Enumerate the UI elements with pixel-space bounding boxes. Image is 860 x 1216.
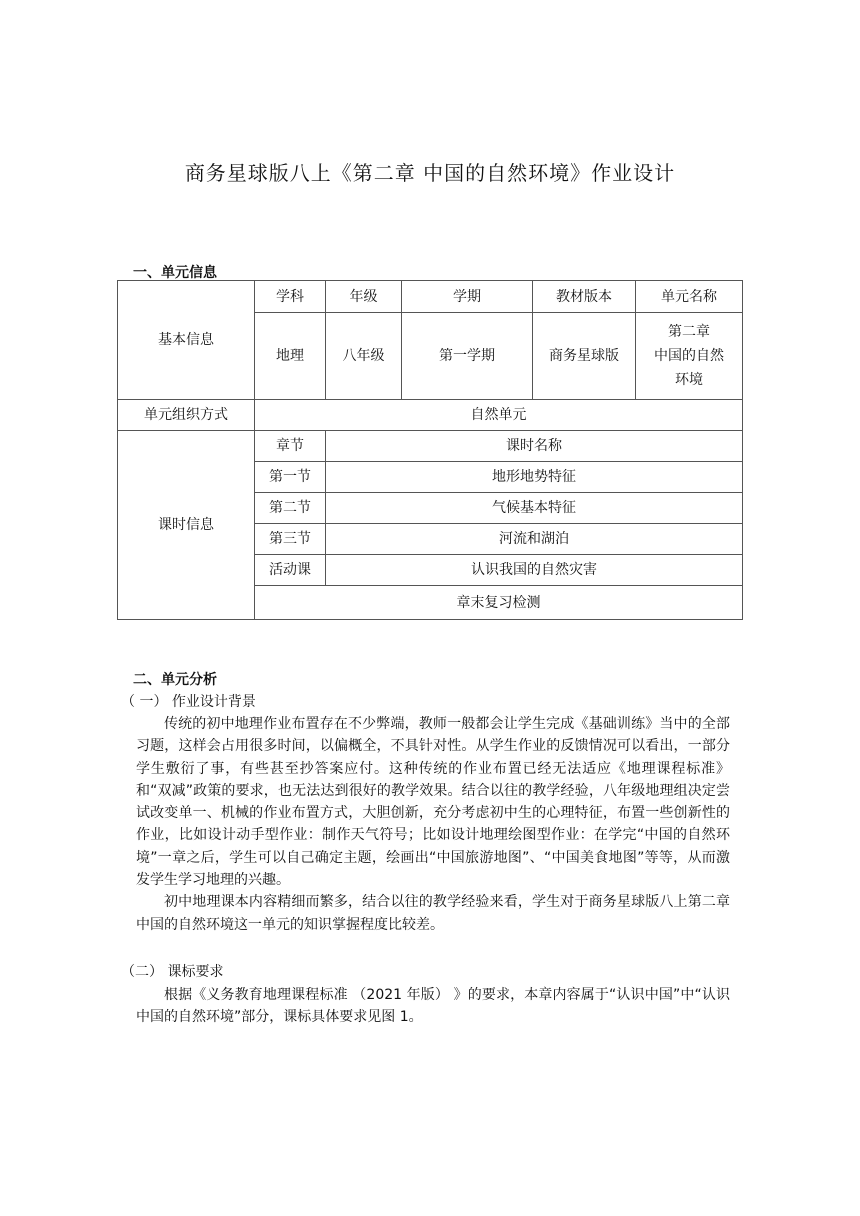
section-heading-unit-info: 一、单元信息 xyxy=(133,265,217,281)
lesson-header-name: 课时名称 xyxy=(326,431,743,462)
header-unit-name: 单元名称 xyxy=(636,281,743,313)
page-title: 商务星球版八上《第二章 中国的自然环境》作业设计 xyxy=(184,161,676,185)
section-heading-unit-analysis: 二、单元分析 xyxy=(133,672,217,688)
lesson-section: 第一节 xyxy=(255,462,326,493)
value-edition: 商务星球版 xyxy=(533,313,636,400)
header-subject: 学科 xyxy=(255,281,326,313)
header-term: 学期 xyxy=(402,281,533,313)
basic-info-label: 基本信息 xyxy=(118,281,255,400)
subheading-curriculum: （二） 课标要求 xyxy=(121,964,224,980)
org-label: 单元组织方式 xyxy=(118,400,255,431)
subheading-background: （ 一） 作业设计背景 xyxy=(121,694,256,710)
body-text xyxy=(136,984,730,1029)
lesson-name: 河流和湖泊 xyxy=(326,524,743,555)
unit-name-line: 中国的自然 xyxy=(654,348,724,364)
body-text xyxy=(136,713,730,936)
paragraph: 初中地理课本内容精细而繁多，结合以往的教学经验来看，学生对于商务星球版八上第二章中国的自然环境这一单元的知识掌握程度比较差。 xyxy=(136,894,730,933)
org-value: 自然单元 xyxy=(255,400,743,431)
value-term: 第一学期 xyxy=(402,313,533,400)
lesson-name: 认识我国的自然灾害 xyxy=(326,555,743,586)
lesson-info-label: 课时信息 xyxy=(118,431,255,620)
review-lesson: 章末复习检测 xyxy=(255,586,743,620)
unit-name-line: 环境 xyxy=(675,372,703,388)
value-subject: 地理 xyxy=(255,313,326,400)
unit-name-line: 第二章 xyxy=(668,324,710,340)
header-grade: 年级 xyxy=(326,281,402,313)
lesson-section: 第二节 xyxy=(255,493,326,524)
lesson-name: 地形地势特征 xyxy=(326,462,743,493)
unit-info-table xyxy=(117,280,743,620)
value-grade: 八年级 xyxy=(326,313,402,400)
paragraph: 传统的初中地理作业布置存在不少弊端，教师一般都会让学生完成《基础训练》当中的全部习题，这样会占用很多时间，以偏概全，不具针对性。从学生作业的反馈情况可以看出，一部分学生敷衍了事，有些甚至抄答案应付。这种传统的作业布置已经无法适应《地理课程标准》和“双减”政策的要求，也无法达到很好的教学效果。结合以往的教学经验，八年级地理组决定尝试改变单一、机械的作业布置方式，大胆创新，充分考虑初中生的心理特征，布置一些创新性的作业，比如设计动手型作业：制作天气符号；比如设计地理绘图型作业：在学完“中国的自然环境”一章之后，学生可以自己确定主题，绘画出“中国旅游地图”、“中国美食地图”等等，从而激发学生学习地理的兴趣。 xyxy=(136,716,730,889)
lesson-section: 第三节 xyxy=(255,524,326,555)
lesson-section: 活动课 xyxy=(255,555,326,586)
lesson-header-section: 章节 xyxy=(255,431,326,462)
lesson-name: 气候基本特征 xyxy=(326,493,743,524)
header-edition: 教材版本 xyxy=(533,281,636,313)
value-unit-name xyxy=(636,313,743,400)
paragraph: 根据《义务教育地理课程标准 （2021 年版） 》的要求，本章内容属于“认识中国”中“认识中国的自然环境”部分，课标具体要求见图 1。 xyxy=(136,987,730,1026)
